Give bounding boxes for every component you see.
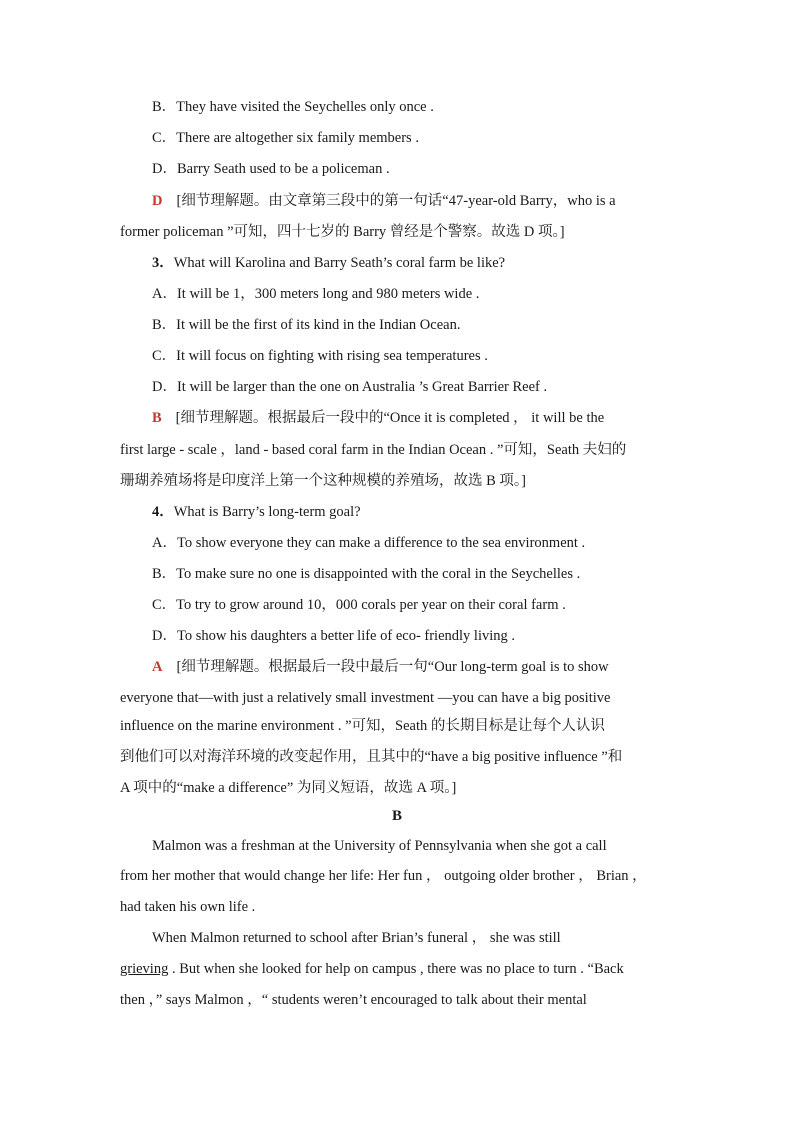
answer-4-line-3: influence on the marine environment . ”可知，Seath 的长期目标是让每个人认识 bbox=[120, 718, 605, 734]
answer-2-letter: D bbox=[152, 193, 163, 209]
question-3 bbox=[152, 253, 505, 273]
answer-3-line-1 bbox=[152, 408, 604, 428]
passage-p1-line-1: Malmon was a freshman at the University of Pennsylvania when she got a call bbox=[152, 838, 607, 854]
q4-option-c: C．To try to grow around 10，000 corals per year on their coral farm . bbox=[152, 597, 566, 613]
answer-2-text-1: [细节理解题。由文章第三段中的第一句话“47-year-old Barry，who is a bbox=[176, 193, 616, 209]
q4-option-b: B．To make sure no one is disappointed with the coral in the Seychelles . bbox=[152, 566, 581, 582]
answer-4-line-2: everyone that—with just a relatively small investment —you can have a big positive bbox=[120, 690, 611, 706]
answer-2-line-1 bbox=[152, 191, 616, 211]
passage-p1-line-3: had taken his own life . bbox=[120, 899, 256, 915]
q3-option-a: A．It will be 1，300 meters long and 980 meters wide . bbox=[152, 286, 480, 302]
passage-p2-line-2-rest: . But when she looked for help on campus , there was no place to turn . “Back bbox=[168, 961, 624, 977]
q4-option-a: A．To show everyone they can make a difference to the sea environment . bbox=[152, 535, 586, 551]
question-4-number: 4． bbox=[152, 504, 174, 520]
passage-p2-line-3: then ，” says Malmon ，“ students weren’t encouraged to talk about their mental bbox=[120, 992, 587, 1008]
q3-option-b: B．It will be the first of its kind in the Indian Ocean. bbox=[152, 317, 461, 333]
question-3-number: 3． bbox=[152, 255, 174, 271]
question-3-stem: What will Karolina and Barry Seath’s coral farm be like? bbox=[173, 255, 506, 271]
passage-p1-line-2: from her mother that would change her life: Her fun ， outgoing older brother ， Brian ， bbox=[120, 868, 647, 884]
answer-3-letter: B bbox=[152, 410, 162, 426]
passage-p2-line-2 bbox=[120, 959, 624, 979]
section-heading-b: B bbox=[391, 808, 402, 824]
q2-option-c: C．There are altogether six family members . bbox=[152, 130, 419, 146]
passage-p2-line-1: When Malmon returned to school after Brian’s funeral ， she was still bbox=[152, 930, 561, 946]
answer-2-line-2: former policeman ”可知，四十七岁的 Barry 曾经是个警察。故选 D 项。] bbox=[120, 224, 565, 240]
answer-4-line-5: A 项中的“make a difference” 为同义短语，故选 A 项。] bbox=[120, 780, 457, 796]
question-4 bbox=[152, 502, 361, 522]
q3-option-c: C．It will focus on fighting with rising sea temperatures . bbox=[152, 348, 488, 364]
answer-3-line-2: first large - scale ，land - based coral farm in the Indian Ocean . ”可知，Seath 夫妇的 bbox=[120, 442, 627, 458]
question-4-stem: What is Barry’s long-term goal? bbox=[173, 504, 361, 520]
answer-4-line-4: 到他们可以对海洋环境的改变起作用，且其中的“have a big positive influence ”和 bbox=[120, 749, 623, 765]
answer-3-line-3: 珊瑚养殖场将是印度洋上第一个这种规模的养殖场，故选 B 项。] bbox=[120, 473, 526, 489]
answer-4-line-1 bbox=[152, 657, 609, 677]
answer-4-letter: A bbox=[152, 659, 163, 675]
answer-3-text-1: [细节理解题。根据最后一段中的“Once it is completed ， it will be the bbox=[175, 410, 605, 426]
answer-4-text-1: [细节理解题。根据最后一段中最后一句“Our long-term goal is to show bbox=[176, 659, 609, 675]
underlined-word-grieving: grieving bbox=[120, 961, 169, 977]
q2-option-b: B．They have visited the Seychelles only once . bbox=[152, 99, 434, 115]
q2-option-d: D．Barry Seath used to be a policeman . bbox=[152, 161, 390, 177]
q3-option-d: D．It will be larger than the one on Australia ’s Great Barrier Reef . bbox=[152, 379, 548, 395]
q4-option-d: D．To show his daughters a better life of eco- friendly living . bbox=[152, 628, 516, 644]
